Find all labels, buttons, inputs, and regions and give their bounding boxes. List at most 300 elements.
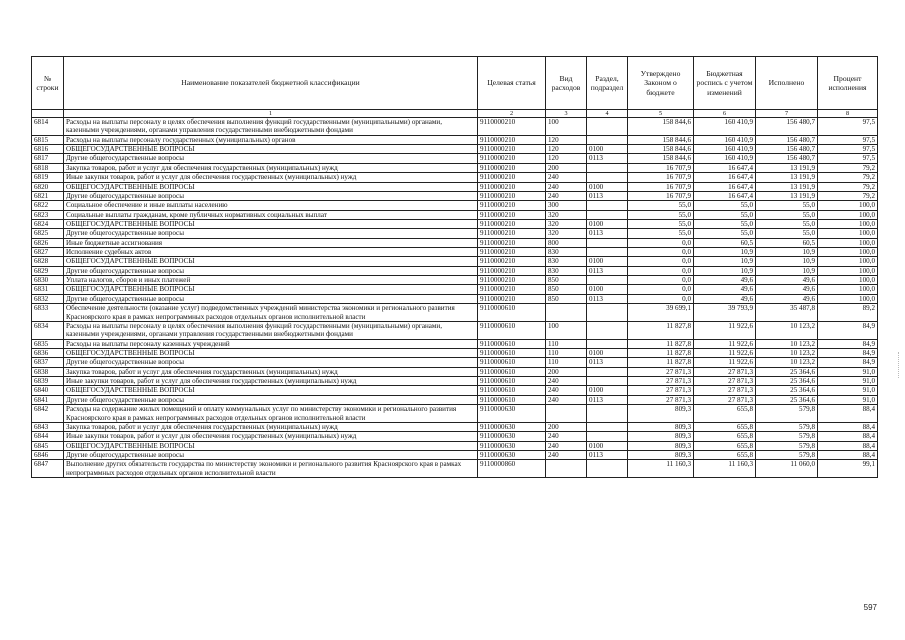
scan-margin-mark [897, 352, 899, 378]
cell-percent: 100,0 [818, 276, 878, 285]
cell-executed: 10 123,2 [756, 348, 818, 357]
cell-budget-schedule: 11 922,6 [694, 348, 756, 357]
cell-target-item: 9110000210 [478, 173, 546, 182]
cell-indicator-name: Расходы на содержание жилых помещений и оплату коммунальных услуг по министерству экономики и регионального развития Красноярского края в рамках непрограммных расходов отдельных органов исполнительной власти [64, 405, 478, 423]
cell-indicator-name: Уплата налогов, сборов и иных платежей [64, 276, 478, 285]
cell-indicator-name: Другие общегосударственные вопросы [64, 294, 478, 303]
table-row [32, 238, 878, 247]
cell-percent: 100,0 [818, 248, 878, 257]
table-row [32, 163, 878, 172]
cell-executed: 11 060,0 [756, 460, 818, 478]
cell-target-item: 9110000610 [478, 339, 546, 348]
cell-section [587, 276, 628, 285]
cell-percent: 100,0 [818, 229, 878, 238]
cell-row-number: 6836 [32, 348, 64, 357]
cell-expense-type: 850 [546, 294, 587, 303]
cell-row-number: 6824 [32, 219, 64, 228]
cell-row-number: 6837 [32, 358, 64, 367]
cell-indicator-name: ОБЩЕГОСУДАРСТВЕННЫЕ ВОПРОСЫ [64, 145, 478, 154]
cell-section [587, 173, 628, 182]
cell-percent: 91,0 [818, 377, 878, 386]
cell-expense-type: 240 [546, 377, 587, 386]
cell-row-number: 6830 [32, 276, 64, 285]
cell-expense-type: 240 [546, 432, 587, 441]
cell-approved: 27 871,3 [628, 386, 694, 395]
cell-section: 0113 [587, 358, 628, 367]
cell-indicator-name: Другие общегосударственные вопросы [64, 229, 478, 238]
cell-percent: 88,4 [818, 422, 878, 431]
cell-approved: 27 871,3 [628, 377, 694, 386]
cell-budget-schedule: 160 410,9 [694, 118, 756, 136]
cell-row-number: 6829 [32, 266, 64, 275]
cell-executed: 10 123,2 [756, 358, 818, 367]
cell-percent: 84,9 [818, 348, 878, 357]
cell-target-item: 9110000210 [478, 285, 546, 294]
table-row [32, 432, 878, 441]
table-row [32, 173, 878, 182]
cell-executed: 49,6 [756, 294, 818, 303]
cell-target-item: 9110000210 [478, 135, 546, 144]
cell-indicator-name: Другие общегосударственные вопросы [64, 395, 478, 404]
header-approved: Утверждено Законом о бюджете [628, 57, 694, 110]
cell-section [587, 163, 628, 172]
cell-percent: 100,0 [818, 219, 878, 228]
cell-target-item: 9110000210 [478, 145, 546, 154]
cell-target-item: 9110000610 [478, 386, 546, 395]
cell-percent: 79,2 [818, 191, 878, 200]
cell-row-number: 6838 [32, 367, 64, 376]
cell-percent: 84,9 [818, 339, 878, 348]
cell-executed: 156 480,7 [756, 145, 818, 154]
cell-budget-schedule: 16 647,4 [694, 173, 756, 182]
column-numbers-row [32, 110, 878, 118]
budget-table [31, 56, 878, 478]
cell-target-item: 9110000610 [478, 377, 546, 386]
cell-expense-type: 240 [546, 191, 587, 200]
cell-indicator-name: Социальное обеспечение и иные выплаты населению [64, 201, 478, 210]
cell-expense-type [546, 304, 587, 322]
cell-percent: 100,0 [818, 238, 878, 247]
cell-expense-type [546, 405, 587, 423]
cell-executed: 25 364,6 [756, 377, 818, 386]
cell-budget-schedule: 10,9 [694, 257, 756, 266]
cell-expense-type: 240 [546, 173, 587, 182]
cell-budget-schedule: 16 647,4 [694, 191, 756, 200]
table-row [32, 154, 878, 163]
cell-section [587, 304, 628, 322]
cell-executed: 10,9 [756, 248, 818, 257]
cell-target-item: 9110000210 [478, 238, 546, 247]
cell-executed: 35 487,8 [756, 304, 818, 322]
column-number: 4 [587, 110, 628, 118]
cell-budget-schedule: 27 871,3 [694, 367, 756, 376]
cell-section [587, 210, 628, 219]
cell-approved: 158 844,6 [628, 145, 694, 154]
cell-row-number: 6847 [32, 460, 64, 478]
cell-budget-schedule: 11 922,6 [694, 358, 756, 367]
cell-executed: 13 191,9 [756, 191, 818, 200]
cell-section [587, 367, 628, 376]
cell-expense-type: 120 [546, 154, 587, 163]
cell-target-item: 9110000210 [478, 294, 546, 303]
header-budget-schedule: Бюджетная роспись с учетом изменений [694, 57, 756, 110]
cell-target-item: 9110000610 [478, 304, 546, 322]
cell-section [587, 321, 628, 339]
cell-section: 0100 [587, 441, 628, 450]
header-target-item: Целевая статья [478, 57, 546, 110]
cell-section: 0113 [587, 294, 628, 303]
cell-target-item: 9110000630 [478, 405, 546, 423]
table-row [32, 118, 878, 136]
cell-indicator-name: Иные закупки товаров, работ и услуг для обеспечения государственных (муниципальных) нужд [64, 432, 478, 441]
cell-budget-schedule: 55,0 [694, 229, 756, 238]
cell-executed: 579,8 [756, 432, 818, 441]
cell-expense-type: 320 [546, 219, 587, 228]
cell-target-item: 9110000630 [478, 432, 546, 441]
cell-budget-schedule: 16 647,4 [694, 182, 756, 191]
cell-budget-schedule: 10,9 [694, 248, 756, 257]
table-row [32, 358, 878, 367]
cell-budget-schedule: 49,6 [694, 294, 756, 303]
cell-expense-type: 200 [546, 422, 587, 431]
table-row [32, 422, 878, 431]
cell-executed: 60,5 [756, 238, 818, 247]
table-row [32, 182, 878, 191]
cell-approved: 11 827,8 [628, 339, 694, 348]
cell-row-number: 6827 [32, 248, 64, 257]
cell-percent: 97,5 [818, 145, 878, 154]
cell-section: 0113 [587, 154, 628, 163]
cell-percent: 100,0 [818, 294, 878, 303]
cell-approved: 0,0 [628, 294, 694, 303]
cell-executed: 10 123,2 [756, 321, 818, 339]
cell-percent: 79,2 [818, 173, 878, 182]
cell-percent: 88,4 [818, 450, 878, 459]
cell-approved: 809,3 [628, 441, 694, 450]
cell-approved: 11 827,8 [628, 358, 694, 367]
cell-expense-type: 100 [546, 321, 587, 339]
cell-executed: 10,9 [756, 266, 818, 275]
cell-percent: 97,5 [818, 154, 878, 163]
cell-percent: 88,4 [818, 441, 878, 450]
cell-executed: 55,0 [756, 229, 818, 238]
cell-target-item: 9110000210 [478, 248, 546, 257]
cell-section [587, 460, 628, 478]
cell-expense-type: 800 [546, 238, 587, 247]
table-row [32, 135, 878, 144]
cell-row-number: 6825 [32, 229, 64, 238]
table-row [32, 229, 878, 238]
cell-budget-schedule: 39 793,9 [694, 304, 756, 322]
cell-executed: 13 191,9 [756, 182, 818, 191]
cell-indicator-name: Иные закупки товаров, работ и услуг для обеспечения государственных (муниципальных) нужд [64, 377, 478, 386]
cell-target-item: 9110000210 [478, 163, 546, 172]
cell-target-item: 9110000610 [478, 321, 546, 339]
cell-budget-schedule: 10,9 [694, 266, 756, 275]
table-row [32, 191, 878, 200]
cell-section: 0100 [587, 257, 628, 266]
cell-percent: 97,5 [818, 135, 878, 144]
cell-section: 0100 [587, 285, 628, 294]
cell-approved: 11 827,8 [628, 348, 694, 357]
cell-executed: 49,6 [756, 276, 818, 285]
column-number: 1 [64, 110, 478, 118]
cell-row-number: 6840 [32, 386, 64, 395]
cell-indicator-name: Закупка товаров, работ и услуг для обеспечения государственных (муниципальных) нужд [64, 163, 478, 172]
cell-approved: 809,3 [628, 405, 694, 423]
table-row [32, 395, 878, 404]
cell-expense-type: 110 [546, 358, 587, 367]
cell-expense-type: 120 [546, 145, 587, 154]
cell-executed: 25 364,6 [756, 395, 818, 404]
cell-approved: 55,0 [628, 229, 694, 238]
cell-target-item: 9110000210 [478, 201, 546, 210]
cell-section: 0113 [587, 191, 628, 200]
cell-expense-type: 830 [546, 257, 587, 266]
cell-row-number: 6823 [32, 210, 64, 219]
cell-row-number: 6826 [32, 238, 64, 247]
cell-budget-schedule: 55,0 [694, 210, 756, 219]
cell-percent: 79,2 [818, 163, 878, 172]
cell-target-item: 9110000210 [478, 257, 546, 266]
cell-expense-type: 100 [546, 118, 587, 136]
cell-executed: 156 480,7 [756, 118, 818, 136]
cell-row-number: 6842 [32, 405, 64, 423]
cell-target-item: 9110000210 [478, 154, 546, 163]
cell-target-item: 9110000860 [478, 460, 546, 478]
cell-target-item: 9110000210 [478, 118, 546, 136]
cell-target-item: 9110000610 [478, 348, 546, 357]
cell-approved: 0,0 [628, 238, 694, 247]
cell-indicator-name: Другие общегосударственные вопросы [64, 154, 478, 163]
cell-executed: 156 480,7 [756, 135, 818, 144]
cell-expense-type: 320 [546, 229, 587, 238]
cell-approved: 16 707,9 [628, 191, 694, 200]
cell-executed: 25 364,6 [756, 367, 818, 376]
table-row [32, 294, 878, 303]
cell-section: 0113 [587, 450, 628, 459]
column-number: 3 [546, 110, 587, 118]
cell-indicator-name: Социальные выплаты гражданам, кроме публичных нормативных социальных выплат [64, 210, 478, 219]
cell-row-number: 6815 [32, 135, 64, 144]
table-row [32, 285, 878, 294]
page-number: 597 [863, 603, 877, 612]
column-number: 5 [628, 110, 694, 118]
cell-expense-type: 240 [546, 395, 587, 404]
cell-row-number: 6835 [32, 339, 64, 348]
cell-budget-schedule: 655,8 [694, 450, 756, 459]
cell-row-number: 6821 [32, 191, 64, 200]
cell-budget-schedule: 160 410,9 [694, 145, 756, 154]
cell-row-number: 6834 [32, 321, 64, 339]
cell-indicator-name: Расходы на выплаты персоналу казенных учреждений [64, 339, 478, 348]
cell-indicator-name: ОБЩЕГОСУДАРСТВЕННЫЕ ВОПРОСЫ [64, 441, 478, 450]
cell-approved: 0,0 [628, 248, 694, 257]
cell-indicator-name: ОБЩЕГОСУДАРСТВЕННЫЕ ВОПРОСЫ [64, 219, 478, 228]
cell-section: 0100 [587, 219, 628, 228]
cell-section: 0113 [587, 229, 628, 238]
cell-approved: 158 844,6 [628, 154, 694, 163]
cell-executed: 579,8 [756, 441, 818, 450]
cell-budget-schedule: 60,5 [694, 238, 756, 247]
cell-indicator-name: Другие общегосударственные вопросы [64, 450, 478, 459]
cell-approved: 27 871,3 [628, 367, 694, 376]
cell-row-number: 6841 [32, 395, 64, 404]
column-number: 8 [818, 110, 878, 118]
cell-indicator-name: Другие общегосударственные вопросы [64, 358, 478, 367]
cell-approved: 0,0 [628, 285, 694, 294]
cell-executed: 579,8 [756, 405, 818, 423]
cell-approved: 27 871,3 [628, 395, 694, 404]
cell-indicator-name: ОБЩЕГОСУДАРСТВЕННЫЕ ВОПРОСЫ [64, 348, 478, 357]
cell-budget-schedule: 160 410,9 [694, 135, 756, 144]
cell-indicator-name: ОБЩЕГОСУДАРСТВЕННЫЕ ВОПРОСЫ [64, 257, 478, 266]
cell-approved: 809,3 [628, 422, 694, 431]
header-executed: Исполнено [756, 57, 818, 110]
cell-row-number: 6833 [32, 304, 64, 322]
cell-expense-type: 240 [546, 182, 587, 191]
cell-approved: 809,3 [628, 450, 694, 459]
cell-expense-type: 240 [546, 386, 587, 395]
cell-row-number: 6814 [32, 118, 64, 136]
header-percent: Процент исполнения [818, 57, 878, 110]
cell-section [587, 339, 628, 348]
cell-indicator-name: Исполнение судебных актов [64, 248, 478, 257]
cell-target-item: 9110000210 [478, 276, 546, 285]
cell-executed: 156 480,7 [756, 154, 818, 163]
cell-approved: 0,0 [628, 266, 694, 275]
cell-percent: 79,2 [818, 182, 878, 191]
cell-section [587, 135, 628, 144]
cell-percent: 99,1 [818, 460, 878, 478]
table-row [32, 441, 878, 450]
header-row-no: № строки [32, 57, 64, 110]
cell-percent: 84,9 [818, 321, 878, 339]
table-row [32, 257, 878, 266]
cell-indicator-name: Иные бюджетные ассигнования [64, 238, 478, 247]
cell-percent: 91,0 [818, 367, 878, 376]
cell-target-item: 9110000210 [478, 266, 546, 275]
cell-row-number: 6846 [32, 450, 64, 459]
cell-indicator-name: Другие общегосударственные вопросы [64, 191, 478, 200]
cell-section [587, 422, 628, 431]
cell-expense-type: 120 [546, 135, 587, 144]
table-row [32, 321, 878, 339]
cell-section [587, 432, 628, 441]
table-row [32, 460, 878, 478]
cell-row-number: 6822 [32, 201, 64, 210]
cell-budget-schedule: 11 922,6 [694, 339, 756, 348]
cell-percent: 91,0 [818, 386, 878, 395]
cell-approved: 0,0 [628, 257, 694, 266]
cell-budget-schedule: 655,8 [694, 422, 756, 431]
cell-indicator-name: Выполнение других обязательств государства по министерству экономики и регионального развития Красноярского края в рамках непрограммных расходов отдельных органов исполнительной власти [64, 460, 478, 478]
table-row [32, 367, 878, 376]
column-number-blank [32, 110, 64, 118]
table-row [32, 248, 878, 257]
cell-expense-type: 110 [546, 339, 587, 348]
cell-section [587, 248, 628, 257]
table-row [32, 210, 878, 219]
cell-target-item: 9110000630 [478, 422, 546, 431]
cell-percent: 88,4 [818, 432, 878, 441]
cell-target-item: 9110000210 [478, 229, 546, 238]
cell-indicator-name: ОБЩЕГОСУДАРСТВЕННЫЕ ВОПРОСЫ [64, 285, 478, 294]
cell-executed: 55,0 [756, 219, 818, 228]
table-row [32, 377, 878, 386]
cell-section: 0100 [587, 386, 628, 395]
cell-budget-schedule: 16 647,4 [694, 163, 756, 172]
cell-row-number: 6845 [32, 441, 64, 450]
cell-indicator-name: Расходы на выплаты персоналу государственных (муниципальных) органов [64, 135, 478, 144]
table-row [32, 339, 878, 348]
table-body [32, 118, 878, 478]
table-row [32, 201, 878, 210]
cell-percent: 100,0 [818, 210, 878, 219]
cell-section [587, 405, 628, 423]
cell-executed: 579,8 [756, 422, 818, 431]
cell-target-item: 9110000610 [478, 358, 546, 367]
table-row [32, 304, 878, 322]
cell-budget-schedule: 11 160,3 [694, 460, 756, 478]
cell-executed: 55,0 [756, 201, 818, 210]
cell-budget-schedule: 655,8 [694, 441, 756, 450]
cell-section: 0100 [587, 182, 628, 191]
cell-target-item: 9110000210 [478, 191, 546, 200]
cell-executed: 13 191,9 [756, 163, 818, 172]
cell-indicator-name: ОБЩЕГОСУДАРСТВЕННЫЕ ВОПРОСЫ [64, 386, 478, 395]
cell-expense-type: 830 [546, 248, 587, 257]
cell-budget-schedule: 55,0 [694, 219, 756, 228]
cell-row-number: 6844 [32, 432, 64, 441]
cell-executed: 25 364,6 [756, 386, 818, 395]
cell-row-number: 6828 [32, 257, 64, 266]
cell-executed: 10,9 [756, 257, 818, 266]
table-row [32, 219, 878, 228]
cell-budget-schedule: 27 871,3 [694, 377, 756, 386]
column-number: 6 [694, 110, 756, 118]
cell-target-item: 9110000210 [478, 210, 546, 219]
cell-section: 0100 [587, 145, 628, 154]
cell-row-number: 6831 [32, 285, 64, 294]
cell-expense-type: 240 [546, 450, 587, 459]
cell-budget-schedule: 655,8 [694, 405, 756, 423]
table-row [32, 348, 878, 357]
cell-row-number: 6820 [32, 182, 64, 191]
cell-target-item: 9110000610 [478, 395, 546, 404]
cell-approved: 11 160,3 [628, 460, 694, 478]
cell-approved: 158 844,6 [628, 118, 694, 136]
cell-percent: 100,0 [818, 201, 878, 210]
cell-executed: 55,0 [756, 210, 818, 219]
cell-expense-type: 200 [546, 367, 587, 376]
cell-expense-type: 240 [546, 441, 587, 450]
cell-executed: 10 123,2 [756, 339, 818, 348]
cell-indicator-name: Закупка товаров, работ и услуг для обеспечения государственных (муниципальных) нужд [64, 367, 478, 376]
cell-row-number: 6843 [32, 422, 64, 431]
cell-percent: 100,0 [818, 257, 878, 266]
cell-indicator-name: Расходы на выплаты персоналу в целях обеспечения выполнения функций государственными (муниципальными) органами, казенными учреждениями, органами управления государственными внебюджетными фондами [64, 321, 478, 339]
cell-indicator-name: Другие общегосударственные вопросы [64, 266, 478, 275]
cell-row-number: 6832 [32, 294, 64, 303]
cell-executed: 49,6 [756, 285, 818, 294]
cell-budget-schedule: 160 410,9 [694, 154, 756, 163]
cell-expense-type [546, 460, 587, 478]
cell-expense-type: 830 [546, 266, 587, 275]
cell-approved: 16 707,9 [628, 173, 694, 182]
cell-section [587, 201, 628, 210]
cell-executed: 579,8 [756, 450, 818, 459]
